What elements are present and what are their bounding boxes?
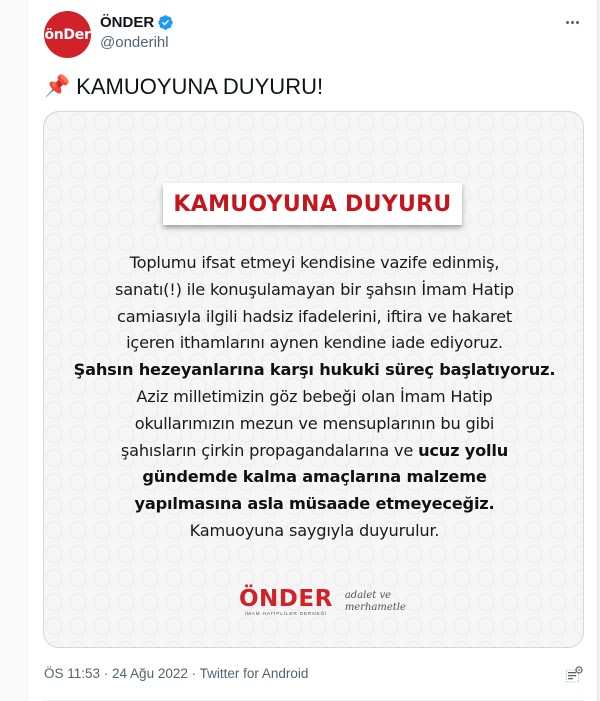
pushpin-icon: 📌 [44,75,71,98]
display-name[interactable]: ÖNDER [100,14,155,31]
body-line: içeren ithamlarını aynen kendine iade ediyoruz. [126,333,503,353]
announcement-headline-box [163,183,462,225]
author-name-row[interactable] [100,14,174,31]
body-line: Kamuoyuna saygıyla duyurulur. [189,520,440,540]
onder-logo [239,582,406,622]
dot-icon [576,21,579,24]
body-line: okullarımızın mezun ve mensuplarının bu gibi [134,413,495,433]
tweet-media-image[interactable] [43,111,584,648]
body-line: Toplumu ifsat etmeyi kendisine vazife edinmiş, [129,253,500,272]
handle[interactable]: @onderihl [100,34,169,51]
dot-icon [571,21,574,24]
left-rail [0,0,28,701]
tweet [29,0,596,701]
logo-wordmark [239,585,333,617]
avatar[interactable] [44,11,91,58]
logo-subtitle: İMAM HATİPLİLER DERNEĞİ [244,611,328,617]
body-text: şahısların çirkin propagandalarına ve [120,440,419,460]
slogan-line: adalet ve [344,590,392,601]
body-text-bold: ucuz yollu [418,440,509,460]
verified-badge-icon [157,14,174,31]
tweet-text [44,74,323,100]
analytics-icon[interactable] [565,666,583,684]
avatar-logo: önDer [44,26,91,43]
body-line-mixed [44,438,584,465]
tweet-timestamp[interactable]: ÖS 11:53 · 24 Ağu 2022 · Twitter for Android [44,666,309,681]
more-options-button[interactable] [562,17,582,27]
body-line-bold: gündemde kalma amaçlarına malzeme [142,467,487,487]
body-line: camiasıyla ilgili hadsiz ifadelerini, iftira ve hakaret [117,306,512,326]
tweet-text-content: KAMUOYUNA DUYURU! [76,74,324,99]
body-line-bold: yapılmasına asla müsaade etmeyeceğiz. [134,494,495,514]
body-line-bold: Şahsın hezeyanlarına karşı hukuki süreç başlatıyoruz. [73,360,556,380]
announcement-body [44,250,584,545]
body-line: sanatı(!) ile konuşulamayan bir şahsın İmam Hatip [115,279,514,299]
body-line: Aziz milletimizin göz bebeği olan İmam Hatip [136,386,493,406]
logo-word: ÖNDER [239,585,333,612]
dot-icon [566,21,569,24]
logo-slogan [345,590,406,614]
slogan-line: merhametle [344,602,406,613]
announcement-headline: KAMUOYUNA DUYURU [173,191,452,217]
